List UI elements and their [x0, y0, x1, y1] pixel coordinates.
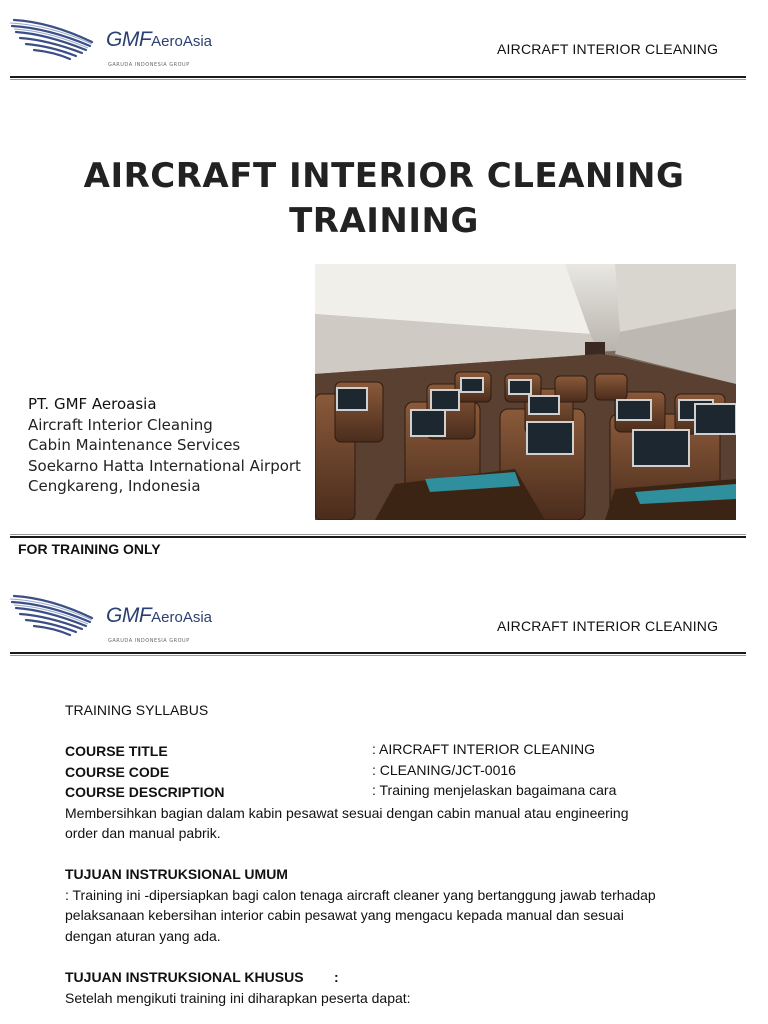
course-description-line: Membersihkan bagian dalam kabin pesawat sesuai dengan cabin manual atau engineering: [65, 805, 629, 821]
course-title-label: COURSE TITLE: [65, 743, 168, 759]
general-objective-line: : Training ini -dipersiapkan bagi calon tenaga aircraft cleaner yang bertanggung jawab terhadap: [65, 887, 656, 903]
address-line: Cengkareng, Indonesia: [28, 477, 201, 495]
header-divider-shadow: [10, 655, 746, 656]
address-line: Aircraft Interior Cleaning: [28, 415, 213, 434]
brand-name: GMFAeroAsia: [106, 604, 213, 627]
wing-logo-icon: [10, 588, 100, 640]
specific-objective-line: Setelah mengikuti training ini diharapkan peserta dapat:: [65, 990, 411, 1006]
wing-logo-icon: [10, 12, 100, 64]
brand-tagline: GARUDA INDONESIA GROUP: [108, 62, 190, 68]
address-line: Cabin Maintenance Services: [28, 436, 241, 454]
course-description-label: COURSE DESCRIPTION: [65, 784, 225, 800]
course-title-value: : AIRCRAFT INTERIOR CLEANING: [372, 741, 595, 757]
brand-tagline: GARUDA INDONESIA GROUP: [108, 638, 190, 644]
header-divider: [10, 652, 746, 654]
footer-divider: [10, 536, 746, 538]
organization-name: PT. GMF Aeroasia: [28, 395, 157, 413]
specific-objective-heading: TUJUAN INSTRUKSIONAL KHUSUS: [65, 969, 304, 985]
specific-objective-colon: :: [334, 969, 339, 985]
address-block: [28, 394, 301, 497]
course-description-value: : Training menjelaskan bagaimana cara: [372, 782, 617, 798]
course-description-line: order dan manual pabrik.: [65, 825, 221, 841]
company-logo: [10, 12, 225, 72]
address-line: Soekarno Hatta International Airport: [28, 456, 301, 475]
footer-divider-shadow: [10, 534, 746, 535]
general-objective-line: dengan aturan yang ada.: [65, 928, 221, 944]
brand-name: GMFAeroAsia: [106, 28, 213, 51]
training-only-notice: FOR TRAINING ONLY: [18, 541, 161, 557]
header-divider: [10, 76, 746, 78]
course-code-label: COURSE CODE: [65, 764, 170, 780]
general-objective-heading: TUJUAN INSTRUKSIONAL UMUM: [65, 866, 288, 882]
course-code-value: : CLEANING/JCT-0016: [372, 762, 516, 778]
aircraft-cabin-photo: [315, 264, 736, 520]
general-objective-line: pelaksanaan kebersihan interior cabin pesawat yang mengacu kepada manual dan sesuai: [65, 907, 624, 923]
slide-title-line-1: AIRCRAFT INTERIOR CLEANING: [83, 156, 685, 196]
company-logo: [10, 588, 225, 648]
syllabus-heading: TRAINING SYLLABUS: [65, 702, 209, 718]
header-divider-shadow: [10, 79, 746, 80]
header-title: AIRCRAFT INTERIOR CLEANING: [497, 618, 719, 634]
slide-title-line-2: TRAINING: [289, 201, 479, 241]
header-title: AIRCRAFT INTERIOR CLEANING: [497, 41, 719, 57]
